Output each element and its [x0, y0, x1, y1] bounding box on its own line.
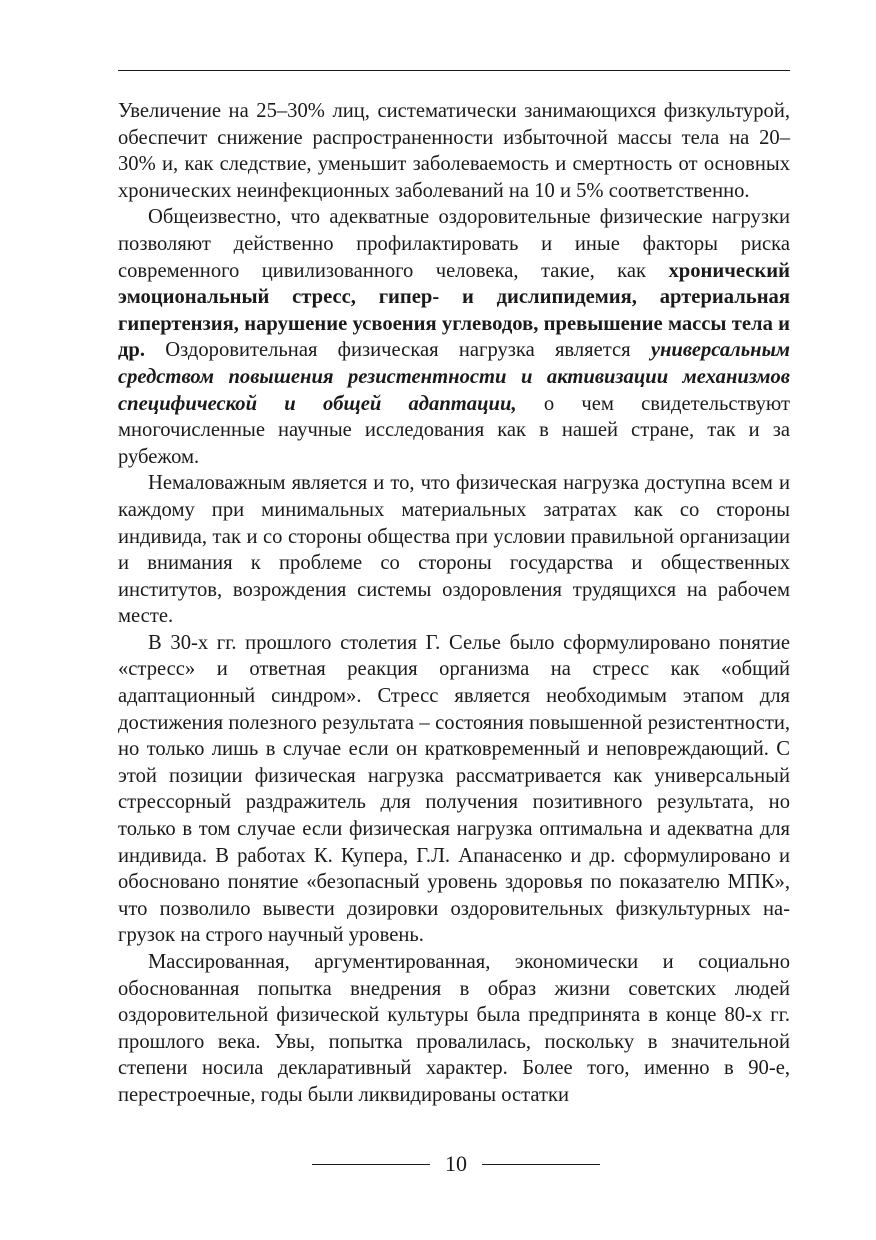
text-run: Оздоровительная физическая нагрузка является — [145, 339, 651, 362]
header-rule — [118, 70, 790, 71]
paragraph-5 — [118, 949, 790, 1109]
text-run: В 30-х гг. прошлого столетия Г. Селье было сформулировано понятие «стресс» и ответная реакция организма на стресс как «общий адаптационный синдром». Стресс является необходимым этапом для достижения полезного результата – состояния повышенной резистентности, но только лишь в случае если он кратковременный и неповреждающий. С этой позиции физическая нагрузка рассматривается как универсальный стрессорный раздражитель для получения позитивного результата, но только в том случае если физическая нагрузка оптимальна и адекватна для индивида. В работах К. Купера, Г.Л. Апанасенко и др. сформулировано и обосновано понятие «безопасный уровень здоровья по показателю МПК», что позволило вывести дозировки оздоровительных физкультурных нагрузок на строго научный уровень. — [118, 631, 790, 947]
footer-rule-left — [312, 1164, 430, 1165]
page-footer — [0, 1150, 876, 1180]
text-run: Увеличение на 25–30% лиц, систематически занимающихся физкультурой, обеспечит снижение распространенности избыточной массы тела на 20–30% и, как следствие, уменьшит заболеваемость и смертность от основных хронических неинфекционных заболеваний на 10 и 5% соответственно. — [118, 100, 790, 202]
paragraph-2 — [118, 204, 790, 470]
text-run: Общеизвестно, что адекватные оздоровительные физические нагрузки позволяют действенно профилактировать и иные факторы риска современного цивилизованного человека, такие, как — [118, 206, 790, 282]
paragraph-3 — [118, 470, 790, 630]
text-run: Немаловажным является и то, что физическая нагрузка доступна всем и каждому при минимальных материальных затратах как со стороны индивида, так и со стороны общества при условии правильной организации и внимания к проблеме со стороны государства и общественных институтов, возрождения системы оздоровления трудящихся на рабочем месте. — [118, 472, 790, 628]
bold-text-run: хронический эмоциональный стресс, гипер- и дислипидемия, артериальная гипертензия, нарушение усвоения углеводов, превышение массы тела и др. — [118, 259, 790, 362]
paragraph-1 — [118, 98, 790, 204]
text-run: Массированная, аргументированная, экономически и социально обоснованная попытка внедрения в образ жизни советских людей оздоровительной физической культуры была предпринята в конце 80-х гг. прошлого века. Увы, попытка провалилась, поскольку в значительной степени носила декларативный характер. Более того, именно в 90-е, перестроечные, годы были ликвидированы остатки — [118, 951, 790, 1106]
bold-italic-text-run: универсальным средством повышения резистентности и активизации механизмов специфической и общей адаптации, — [118, 339, 790, 415]
page-body — [118, 98, 790, 1109]
text-run: о чем свидетельствуют многочисленные научные исследования как в нашей стране, так и за рубежом. — [118, 392, 790, 468]
page-number: 10 — [445, 1151, 467, 1176]
footer-rule-right — [482, 1164, 600, 1165]
paragraph-4 — [118, 630, 790, 949]
